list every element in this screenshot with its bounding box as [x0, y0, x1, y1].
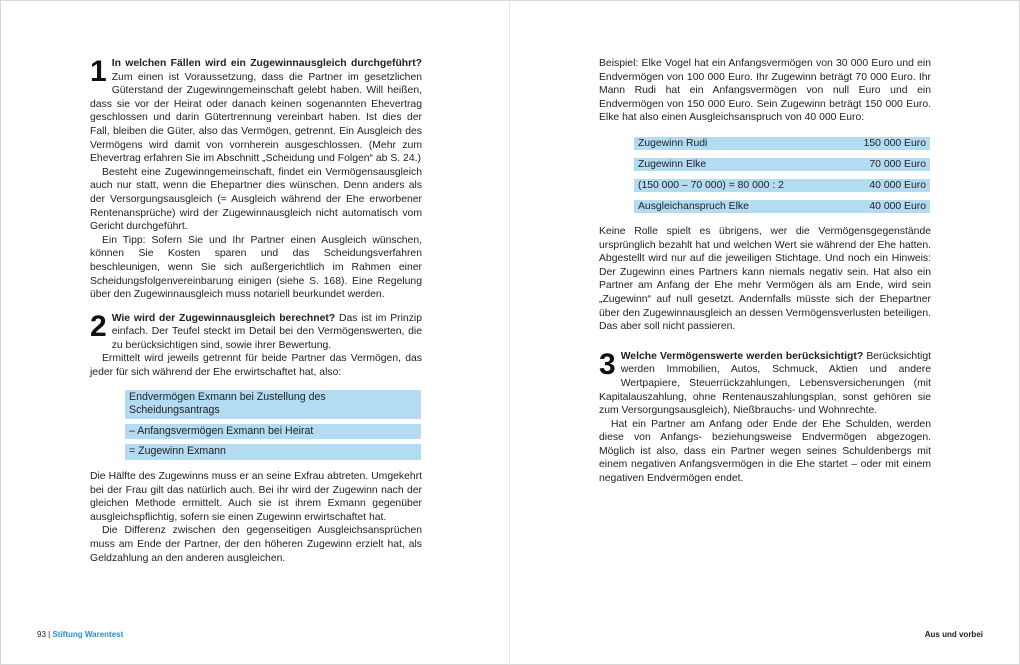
paragraph: Das ist im Prinzip einfach. Der Teufel steckt im Detail bei den Vermögenswerten, die zu berücksichtigen sind, sowie ihrer Bewertung.: [111, 312, 422, 351]
page-number: 93: [37, 630, 46, 639]
chapter-title: Aus und vorbei: [924, 630, 983, 639]
formula-line: – Anfangsvermögen Exmann bei Heirat: [125, 424, 421, 440]
paragraph: Die Hälfte des Zugewinns muss er an seine Exfrau abtreten. Umgekehrt bei der Frau gilt das natürlich auch. Bei ihr wird der Zugewinn nach der gleichen Methode ermittelt. Auch sie ist ihrem Exmann gegenüber ausgleichspflichtig, sofern sie einen Zugewinn erwirtschaftet hat.: [90, 471, 422, 523]
section-number: 3: [599, 347, 616, 381]
section-2: [90, 309, 422, 566]
right-page-column: [599, 57, 931, 486]
row-label: Zugewinn Rudi: [638, 137, 708, 149]
example-paragraph: Beispiel: Elke Vogel hat ein Anfangsvermögen von 30 000 Euro und ein Endvermögen von 100 000 Euro. Ihr Zugewinn beträgt 70 000 Euro. Ihr Mann Rudi hat ein Anfangsvermögen von null Euro und ein Endvermögen von 150 000 Euro. Sein Zugewinn beträgt 150 000 Euro. Elke hat also einen Ausgleichsanspruch von 40 000 Euro:: [599, 58, 931, 124]
section-number: 1: [90, 55, 107, 88]
row-value: 40 000 Euro: [869, 179, 926, 191]
left-page-column: [90, 57, 422, 565]
formula-box: [125, 390, 421, 460]
calculation-table: [634, 137, 930, 213]
paragraph: Die Differenz zwischen den gegenseitigen Ausgleichsansprüchen muss am Ende der Partner, der den höheren Zugewinn erzielt hat, als Geldzahlung an den anderen ausgleichen.: [90, 525, 422, 564]
section-question: Wie wird der Zugewinnausgleich berechnet?: [111, 312, 336, 324]
paragraph: Zum einen ist Voraussetzung, dass die Partner im gesetzlichen Güterstand der Zugewinngemeinschaft gelebt haben. Will heißen, dass sie vor der Heirat oder danach keinen sogenannten Ehevertrag geschlossen und darin Gütertrennung vereinbart haben. Ist dies der Fall, bleiben die Güter, also das Vermögen, getrennt. Ein Ausgleich des Vermögens wird damit von vornherein ausgeschlossen. (Mehr zum Ehevertrag erfahren Sie im Abschnitt „Scheidung und Folgen“ ab S. 24.): [90, 71, 422, 165]
section-3: [599, 347, 931, 486]
paragraph: Ein Tipp: Sofern Sie und Ihr Partner einen Ausgleich wünschen, können Sie Kosten sparen und das Scheidungsverfahren beschleunigen, wenn Sie sich außergerichtlich im Rahmen einer Scheidungsfolgenvereinbarung einigen (siehe S. 168). Eine Regelung über den Zugewinnausgleich muss notariell beurkundet werden.: [90, 234, 422, 301]
section-1-intro: [90, 57, 422, 166]
section-2-intro: [90, 309, 422, 353]
table-row: [634, 200, 930, 213]
row-value: 150 000 Euro: [863, 137, 926, 149]
paragraph: Keine Rolle spielt es übrigens, wer die Vermögensgegenstände ursprünglich bezahlt hat und welchen Wert sie während der Ehe hatten. Abgestellt wird nur auf die jeweiligen Stichtage. Und noch ein Hinweis: Der Zugewinn eines Partners kann niemals negativ sein. Hat also ein Partner am Anfang der Ehe mehr Vermögen als am Ende, wird sein „Zugewinn“ auf null gesetzt. Andernfalls müsste sich der Ehepartner über den Zugewinnausgleich an dessen Vermögensverlusten beteiligen. Das aber soll nicht passieren.: [599, 225, 931, 333]
paragraph: Berücksichtigt werden Immobilien, Autos, Schmuck, Aktien und andere Wertpapiere, Steuerrückzahlungen, Lebensversicherungen (mit Kapitalauszahlung, ohne Rentenauszahlungsplan, sonst gehören sie zum Versorgungsausgleich), Nießbrauchs- und Wohnrechte.: [599, 350, 931, 417]
paragraph: Hat ein Partner am Anfang oder Ende der Ehe Schulden, werden diese von Anfangs- beziehungsweise Endvermögen abgezogen. Möglich ist also, dass ein Partner wegen seines Schuldenbergs mit einem negativen Anfangsvermögen in die Ehe startet – oder mit einem negativen Endvermögen endet.: [599, 418, 931, 485]
table-row: [634, 137, 930, 150]
row-label: (150 000 – 70 000) = 80 000 : 2: [638, 179, 784, 191]
row-label: Ausgleichanspruch Elke: [638, 200, 749, 212]
row-value: 70 000 Euro: [869, 158, 926, 170]
footer-right: [925, 630, 983, 640]
book-spine: [509, 0, 510, 665]
footer-left: [37, 630, 123, 640]
table-row: [634, 179, 930, 192]
section-question: In welchen Fällen wird ein Zugewinnausgleich durchgeführt?: [111, 58, 422, 69]
section-question: Welche Vermögenswerte werden berücksichtigt?: [620, 350, 864, 362]
brand-name: Stiftung Warentest: [52, 630, 124, 639]
paragraph: Besteht eine Zugewinngemeinschaft, findet ein Vermögensausgleich auch nur statt, wenn die Ehepartner dies wünschen. Denn anders als der Versorgungsausgleich (= Ausgleich während der Ehe erworbener Rentenansprüche) wird der Zugewinnausgleich nicht automatisch vom Gericht durchgeführt.: [90, 166, 422, 233]
section-1: [90, 57, 422, 302]
formula-line: Endvermögen Exmann bei Zustellung des Scheidungsantrags: [125, 390, 421, 419]
row-value: 40 000 Euro: [869, 200, 926, 212]
paragraph: Ermittelt wird jeweils getrennt für beide Partner das Vermögen, das jeder für sich während der Ehe erwirtschaftet hat, also:: [90, 353, 422, 379]
table-row: [634, 158, 930, 171]
row-label: Zugewinn Elke: [638, 158, 707, 170]
footer-separator: |: [48, 630, 51, 639]
formula-line: = Zugewinn Exmann: [125, 444, 421, 460]
section-number: 2: [90, 309, 107, 343]
section-3-intro: [599, 347, 931, 418]
